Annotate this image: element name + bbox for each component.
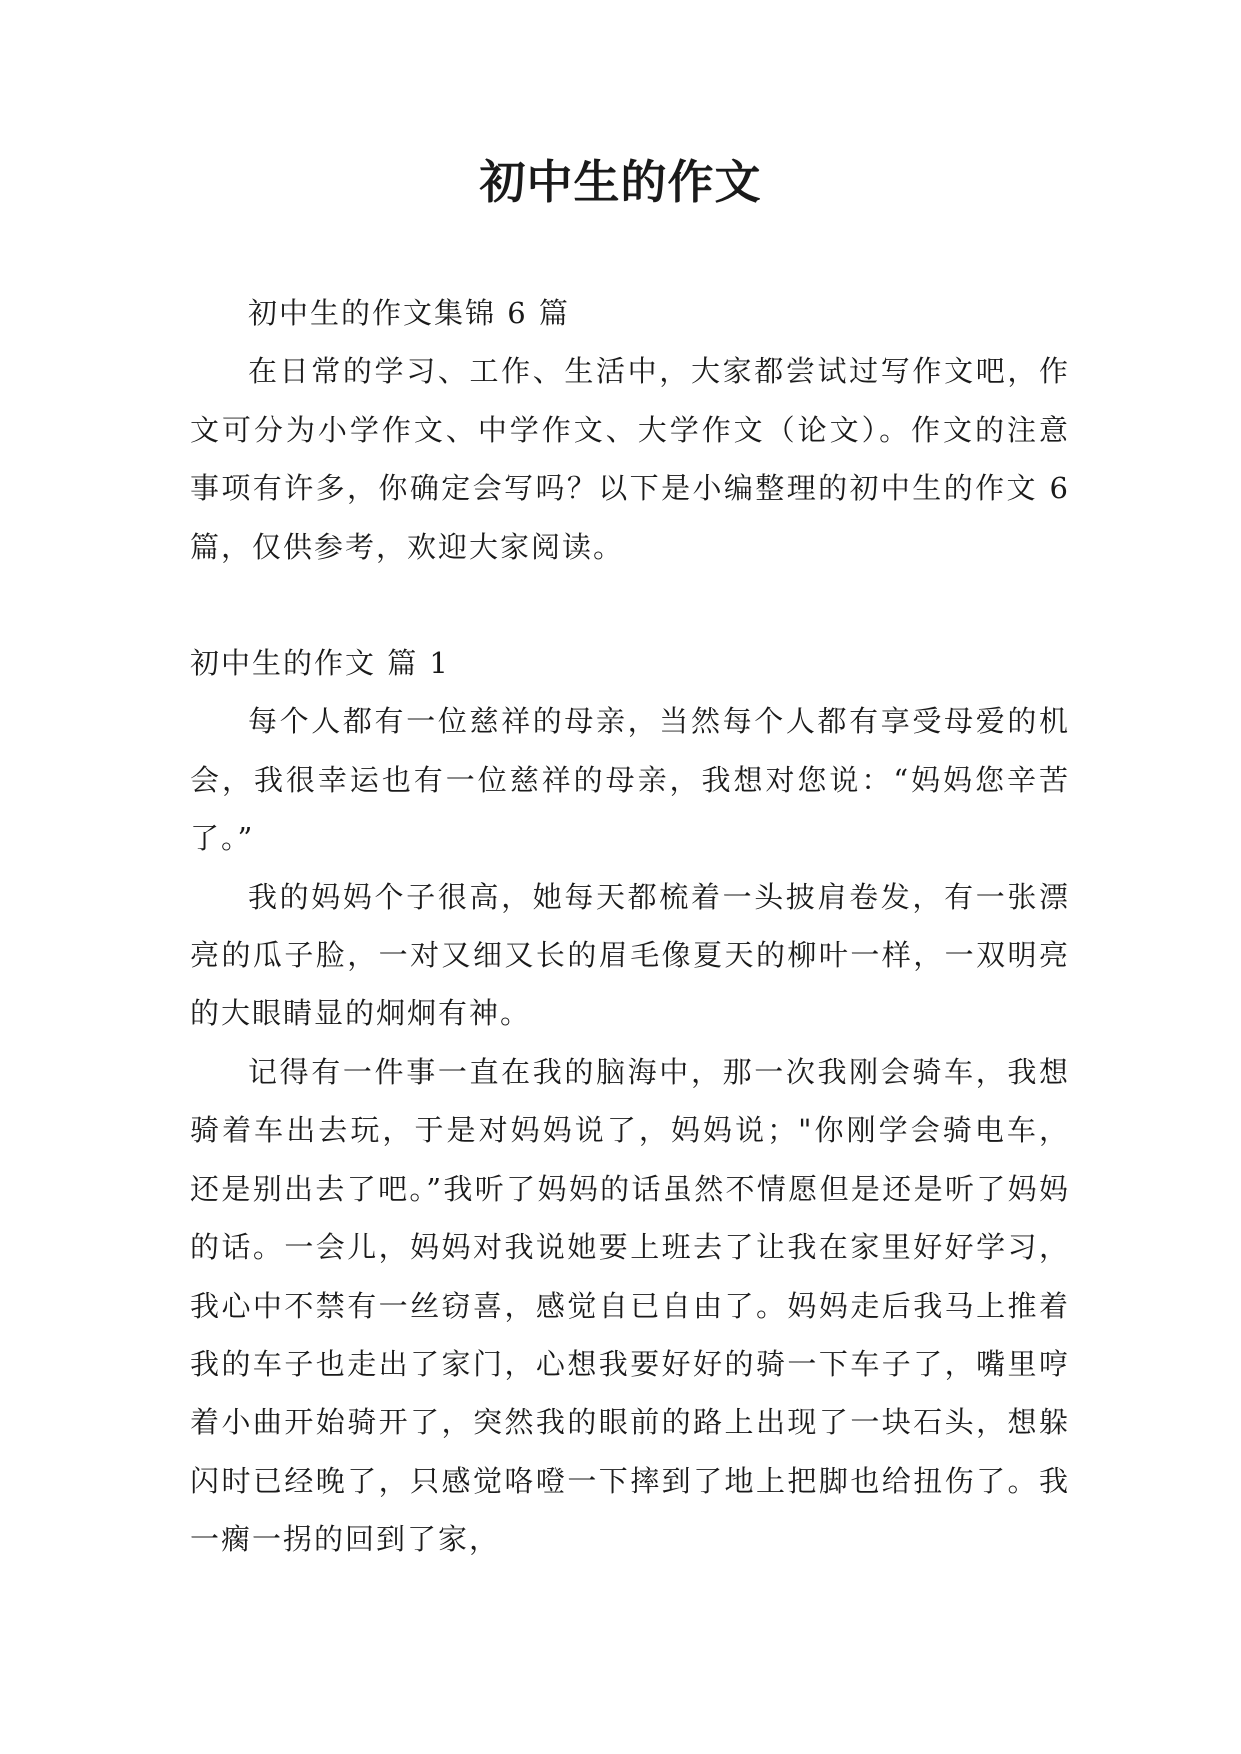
intro-paragraph: 在日常的学习、工作、生活中，大家都尝试过写作文吧，作文可分为小学作文、中学作文、大学作文（论文）。作文的注意事项有许多，你确定会写吗？以下是小编整理的初中生的作文 6 篇，仅供参考，欢迎大家阅读。 [190,354,1070,564]
body-paragraph: 每个人都有一位慈祥的母亲，当然每个人都有享受母爱的机会，我很幸运也有一位慈祥的母亲，我想对您说：“妈妈您辛苦了。” [190,704,1070,856]
body-paragraph: 记得有一件事一直在我的脑海中，那一次我刚会骑车，我想骑着车出去玩，于是对妈妈说了，妈妈说；"你刚学会骑电车，还是别出去了吧。”我听了妈妈的话虽然不情愿但是还是听了妈妈的话。一会儿，妈妈对我说她要上班去了让我在家里好好学习，我心中不禁有一丝窃喜，感觉自已自由了。妈妈走后我马上推着我的车子也走出了家门，心想我要好好的骑一下车子了，嘴里哼着小曲开始骑开了，突然我的眼前的路上出现了一块石头，想躲闪时已经晚了，只感觉咯噔一下摔到了地上把脚也给扭伤了。我一瘸一拐的回到了家， [190,1054,1070,1557]
document-title: 初中生的作文 [479,155,762,209]
body-paragraph: 我的妈妈个子很高，她每天都梳着一头披肩卷发，有一张漂亮的瓜子脸，一对又细又长的眉毛像夏天的柳叶一样，一双明亮的大眼睛显的炯炯有神。 [190,879,1070,1031]
document-subtitle: 初中生的作文集锦 6 篇 [248,296,570,330]
document-body [190,284,1070,1569]
section-spacer [190,576,1070,634]
section-heading: 初中生的作文 篇 1 [190,646,450,681]
